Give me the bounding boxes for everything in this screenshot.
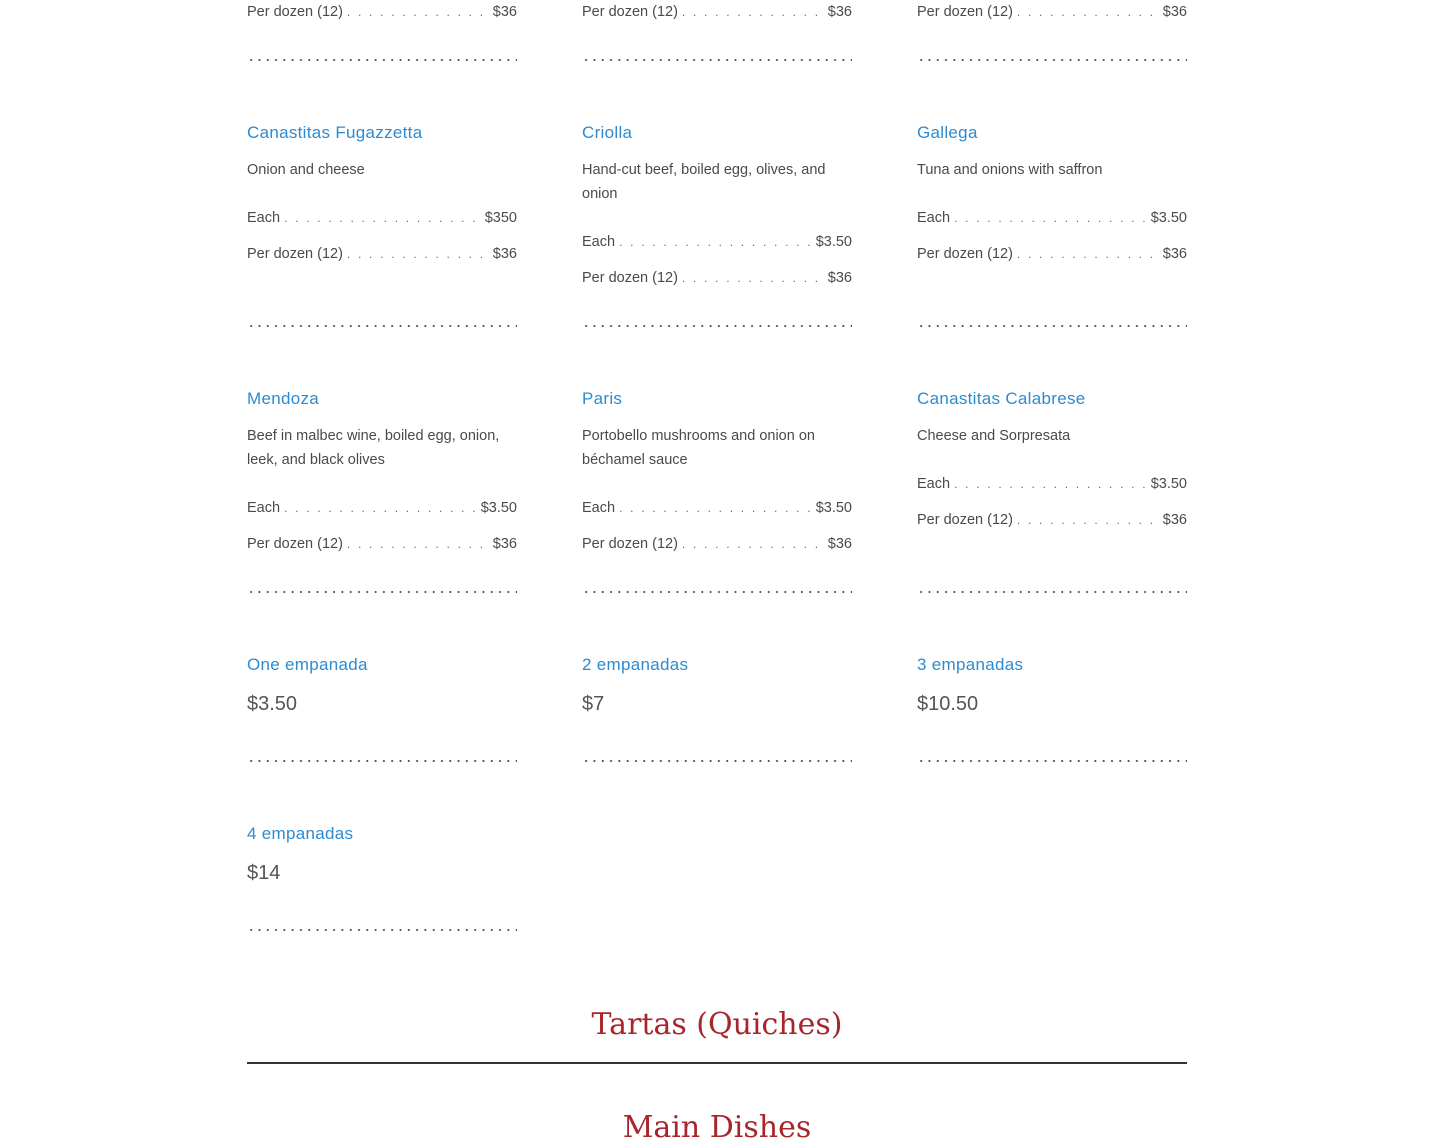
- dotted-separator: [582, 591, 852, 593]
- bundle-price: $3.50: [247, 693, 298, 715]
- dozen-price-line: Per dozen (12) . . . $36: [917, 245, 1187, 263]
- section-title-tartas: Tartas (Quiches): [591, 1007, 843, 1042]
- dotted-separator: [247, 591, 517, 593]
- item-title: Mendoza: [247, 389, 320, 408]
- item-description: Cheese and Sorpresata: [917, 428, 1071, 444]
- item-description: Onion and cheese: [247, 162, 365, 178]
- item-title: Paris: [582, 389, 623, 408]
- each-price-line: Each . . . $3.50: [247, 499, 517, 517]
- item-description: Tuna and onions with saffron: [917, 162, 1103, 178]
- bundle-title: 4 empanadas: [247, 824, 354, 843]
- each-price-line: Each . . . $350: [247, 209, 517, 227]
- dozen-price-line: Per dozen (12) . . . $36: [247, 535, 517, 553]
- dotted-separator: [917, 325, 1187, 327]
- bundle-price: $10.50: [917, 693, 979, 715]
- item-description: Hand-cut beef, boiled egg, olives, and onion: [582, 162, 826, 202]
- item-title: Canastitas Fugazzetta: [247, 123, 423, 142]
- dozen-price-line: Per dozen (12) . . . $36: [917, 511, 1187, 529]
- dotted-separator: [247, 325, 517, 327]
- dotted-separator: [582, 760, 852, 762]
- dotted-separator: [247, 929, 517, 931]
- each-price-line: Each . . . $3.50: [917, 209, 1187, 227]
- bundle-price: $14: [247, 862, 281, 884]
- dotted-separator: [582, 59, 852, 61]
- dotted-separator: [247, 59, 517, 61]
- bundle-title: 3 empanadas: [917, 655, 1024, 674]
- bundle-title: 2 empanadas: [582, 655, 689, 674]
- dotted-separator: [582, 325, 852, 327]
- each-price-line: Each . . . $3.50: [917, 475, 1187, 493]
- dozen-price-line: Per dozen (12) . . . $36: [582, 269, 852, 287]
- dotted-separator: [917, 591, 1187, 593]
- dotted-separator: [917, 760, 1187, 762]
- item-description: Portobello mushrooms and onion on béchamel sauce: [582, 428, 815, 468]
- section-title-main-dishes: Main Dishes: [622, 1110, 812, 1145]
- item-title: Gallega: [917, 123, 978, 142]
- bundle-price: $7: [582, 693, 605, 715]
- each-price-line: Each . . . $3.50: [582, 499, 852, 517]
- each-price-line: Each . . . $3.50: [582, 233, 852, 251]
- dozen-price-line: Per dozen (12) . . . $36: [917, 3, 1187, 21]
- dotted-separator: [917, 59, 1187, 61]
- dozen-price-line: Per dozen (12) . . . $36: [247, 3, 517, 21]
- dotted-separator: [247, 760, 517, 762]
- bundle-title: One empanada: [247, 655, 368, 674]
- section-divider: [247, 1062, 1187, 1064]
- item-title: Criolla: [582, 123, 633, 142]
- item-title: Canastitas Calabrese: [917, 389, 1086, 408]
- item-description: Beef in malbec wine, boiled egg, onion, leek, and black olives: [247, 428, 500, 468]
- dozen-price-line: Per dozen (12) . . . $36: [247, 245, 517, 263]
- dozen-price-line: Per dozen (12) . . . $36: [582, 535, 852, 553]
- dozen-price-line: Per dozen (12) . . . $36: [582, 3, 852, 21]
